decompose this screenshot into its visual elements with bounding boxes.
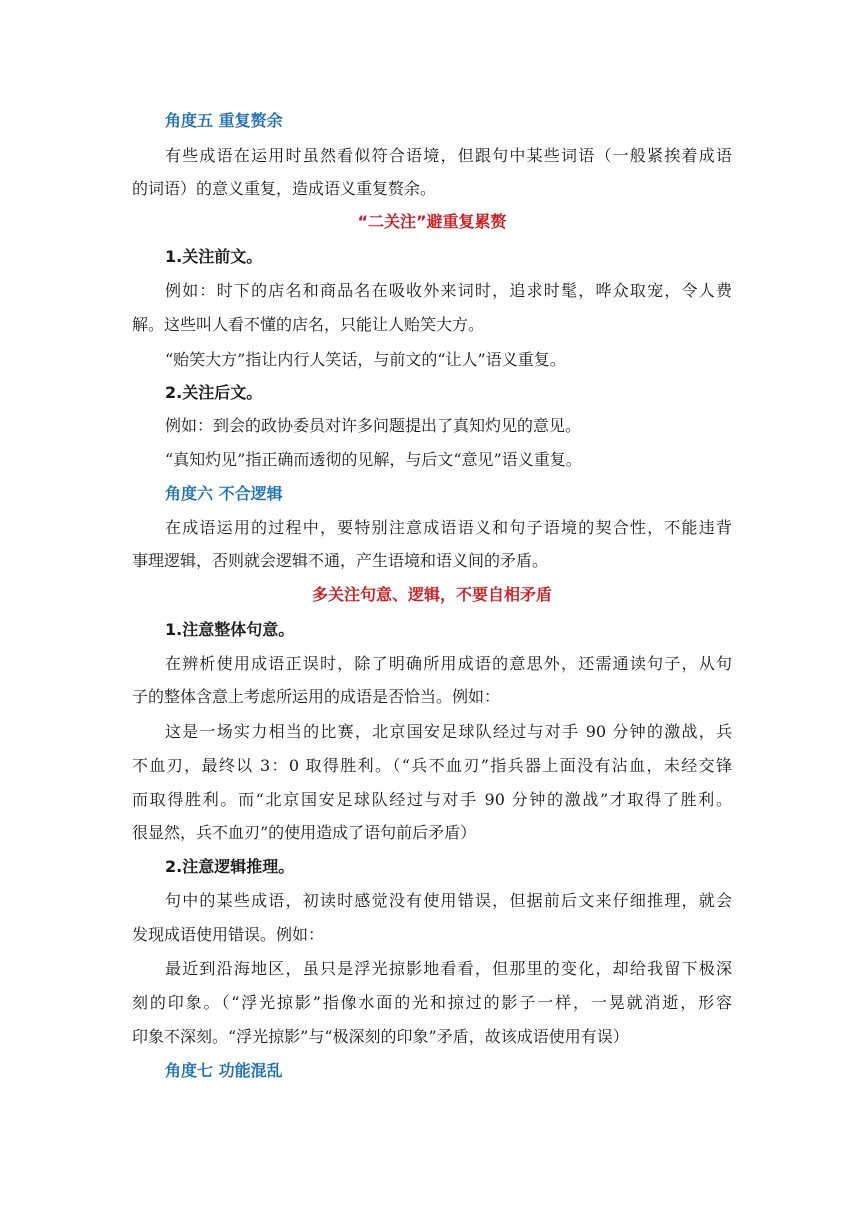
paragraph-line: 的词语）的意义重复，造成语义重复赘余。 bbox=[132, 179, 437, 198]
section-heading-angle7: 角度七 功能混乱 bbox=[165, 1061, 283, 1080]
section-heading-angle5: 角度五 重复赘余 bbox=[165, 111, 283, 130]
paragraph-line: 子的整体含意上考虑所运用的成语是否恰当。例如： bbox=[132, 687, 501, 706]
example-line: 印象不深刻。“浮光掠影”与“极深刻的印象”矛盾，故该成语使用有误） bbox=[132, 1027, 629, 1046]
section-heading-angle6: 角度六 不合逻辑 bbox=[165, 484, 283, 503]
example-line: 而取得胜利。而“北京国安足球队经过与对手 90 分钟的激战”才取得了胜利。 bbox=[132, 790, 732, 809]
example-line: 最近到沿海地区，虽只是浮光掠影地看看，但那里的变化，却给我留下极深 bbox=[165, 959, 732, 978]
explanation-line: “贻笑大方”指让内行人笑话，与前文的“让人”语义重复。 bbox=[165, 350, 566, 369]
example-line: 刻的印象。（“浮光掠影”指像水面的光和掠过的影子一样，一晃就消逝，形容 bbox=[132, 993, 732, 1012]
paragraph-line: 发现成语使用错误。例如： bbox=[132, 925, 325, 944]
example-line: 很显然，兵不血刃”的使用造成了语句前后矛盾） bbox=[132, 823, 477, 842]
paragraph-line: 有些成语在运用时虽然看似符合语境，但跟句中某些词语（一般紧挨着成语 bbox=[165, 146, 732, 165]
example-line: 例如：时下的店名和商品名在吸收外来词时，追求时髦，哗众取宠，令人费 bbox=[165, 281, 732, 300]
subheading-1: 1.注意整体句意。 bbox=[165, 620, 295, 639]
tip-heading: “二关注”避重复累赘 bbox=[357, 212, 507, 231]
subheading-1: 1.关注前文。 bbox=[165, 247, 263, 266]
example-line: 这是一场实力相当的比赛，北京国安足球队经过与对手 90 分钟的激战，兵 bbox=[165, 722, 732, 741]
example-line: 不血刃，最终以 3：0 取得胜利。（“兵不血刃”指兵器上面没有沾血，未经交锋 bbox=[132, 756, 732, 775]
example-line: 解。这些叫人看不懂的店名，只能让人贻笑大方。 bbox=[132, 315, 485, 334]
paragraph-line: 事理逻辑，否则就会逻辑不通，产生语境和语义间的矛盾。 bbox=[132, 551, 549, 570]
subheading-2: 2.注意逻辑推理。 bbox=[165, 857, 295, 876]
paragraph-line: 在成语运用的过程中，要特别注意成语语义和句子语境的契合性，不能违背 bbox=[165, 518, 732, 537]
paragraph-line: 在辨析使用成语正误时，除了明确所用成语的意思外，还需通读句子，从句 bbox=[165, 654, 732, 673]
paragraph-line: 句中的某些成语，初读时感觉没有使用错误，但据前后文来仔细推理，就会 bbox=[165, 891, 732, 910]
tip-heading: 多关注句意、逻辑，不要自相矛盾 bbox=[311, 585, 552, 604]
explanation-line: “真知灼见”指正确而透彻的见解，与后文“意见”语义重复。 bbox=[165, 450, 582, 469]
subheading-2: 2.关注后文。 bbox=[165, 383, 263, 402]
example-line: 例如：到会的政协委员对许多问题提出了真知灼见的意见。 bbox=[165, 416, 582, 435]
